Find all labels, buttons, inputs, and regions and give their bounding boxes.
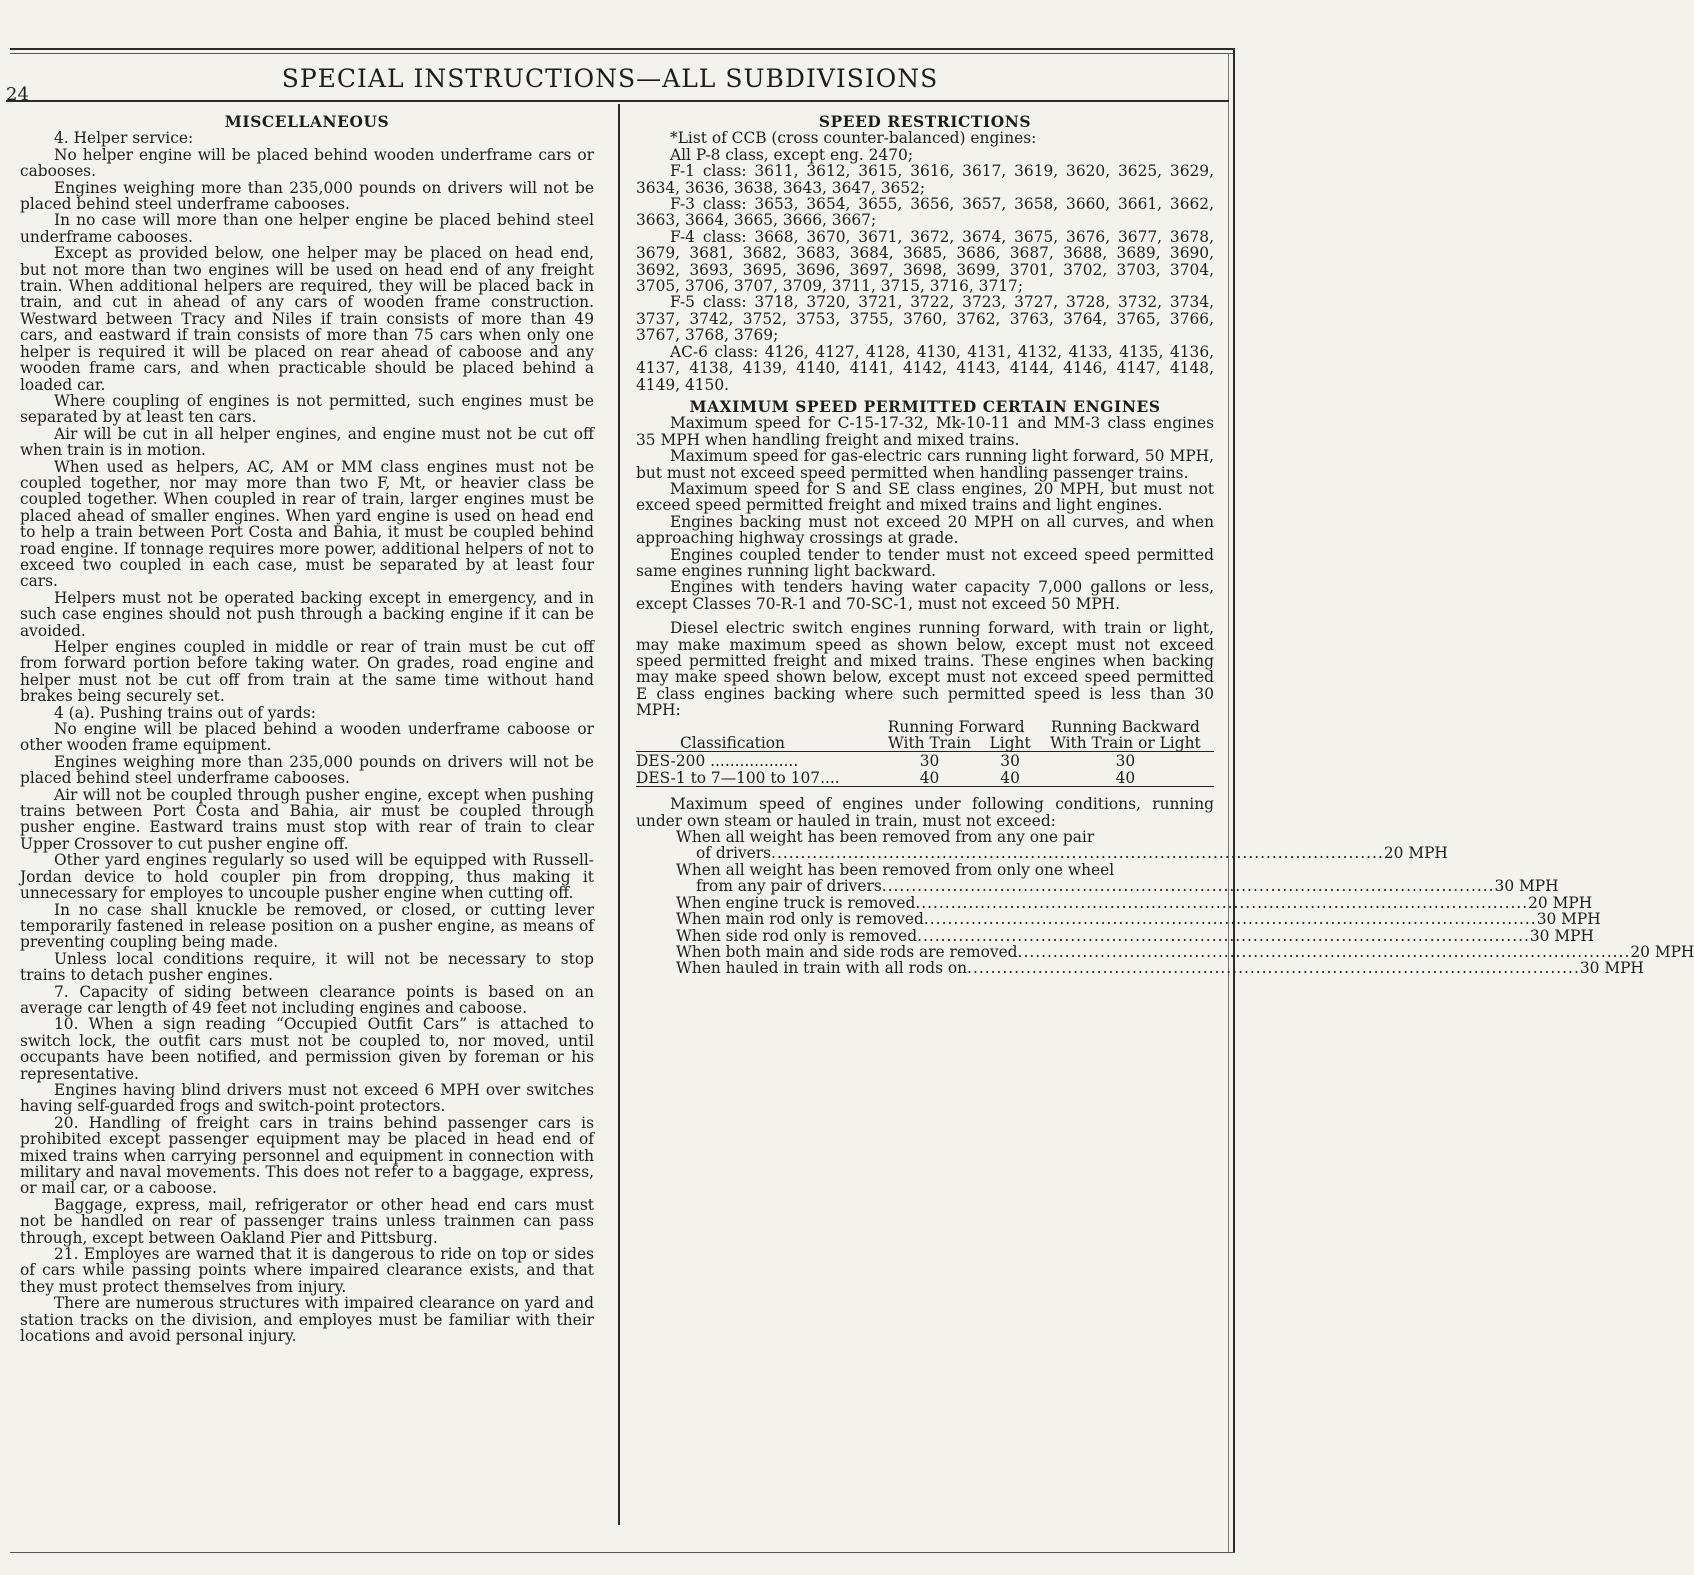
paragraph: Helpers must not be operated backing except in emergency, and in such case engines should not push through a backing engine if it can be avoided. xyxy=(20,588,594,640)
condition-line xyxy=(636,862,1214,878)
cell-light: 40 xyxy=(1000,768,1020,787)
table-row xyxy=(636,770,1214,787)
condition-text: When engine truck is removed xyxy=(676,893,916,912)
dot-leader: ........................................................................................................ xyxy=(881,877,1495,896)
condition-speed: 30 MPH xyxy=(1529,926,1594,945)
page-border-top xyxy=(10,48,1235,50)
page-border-bottom xyxy=(10,1552,1235,1553)
cell-classification: DES-200 .................. xyxy=(636,752,799,771)
condition-line xyxy=(636,829,1214,845)
page-number: 24 xyxy=(6,84,29,105)
dot-leader: ........................................................................................................ xyxy=(1017,942,1631,961)
condition-line xyxy=(636,959,1644,978)
condition-line xyxy=(636,877,1559,896)
condition-line xyxy=(636,926,1594,945)
paragraph: When used as helpers, AC, AM or MM class engines must not be coupled together, nor may more than two F, Mt, or heavier class be coupled together. When coupled in rear of train, larger engines must be placed ahead of smaller engines. When yard engine is used on head end to help a train between Port Costa and Bahia, it must be coupled behind road engine. If tonnage requires more power, additional helpers of not to exceed two coupled in each case, must be separated by at least four cars. xyxy=(20,457,594,591)
paragraph: No helper engine will be placed behind wooden underframe cars or cabooses. xyxy=(20,145,594,181)
paragraph: Maximum speed for C-15-17-32, Mk-10-11 and MM-3 class engines 35 MPH when handling freight and mixed trains. xyxy=(636,414,1214,449)
cell-classification: DES-1 to 7—100 to 107.... xyxy=(636,768,840,787)
paragraph: Except as provided below, one helper may be placed on head end, but not more than two engines will be used on head end of any freight train. When additional helpers are required, they will be placed back in train, and cut in ahead of any cars of wooden frame construction. Westward between Tracy and Niles if train consists of more than 49 cars, and eastward if train consists of more than 75 cars when only one helper is required it will be placed on rear ahead of caboose and any wooden frame cars, and when practicable should be placed behind a loaded car. xyxy=(20,244,594,394)
cell-with-train: 40 xyxy=(919,768,940,787)
paragraph: 7. Capacity of siding between clearance points is based on an average car length of 49 feet not including engines and caboose. xyxy=(20,982,594,1017)
page-border-right xyxy=(1233,48,1235,1553)
paragraph: Helper engines coupled in middle or rear of train must be cut off from forward portion before taking water. On grades, road engine and helper must not be cut off from train at the same time without hand brakes being securely set. xyxy=(20,638,594,706)
paragraph: In no case shall knuckle be removed, or closed, or cutting lever temporarily fastened in release position on a pusher engine, as means of preventing coupling being made. xyxy=(20,900,594,952)
header-running-forward: Running Forward xyxy=(887,717,1025,736)
ccb-list-f5: F-5 class: 3718, 3720, 3721, 3722, 3723, 3727, 3728, 3732, 3734, 3737, 3742, 3752, 3753, 3755, 3760, 3762, 3763, 3764, 3765, 3766, 3767, 3768, 3769; xyxy=(636,293,1214,345)
paragraph: Maximum speed for gas-electric cars running light forward, 50 MPH, but must not exceed speed permitted when handling passenger trains. xyxy=(636,447,1214,482)
paragraph: 21. Employes are warned that it is dangerous to ride on top or sides of cars while passing points where impaired clearance exists, and that they must protect themselves from injury. xyxy=(20,1245,594,1296)
diesel-speed-table xyxy=(636,719,1214,789)
header-with-train: With Train xyxy=(887,734,972,753)
paragraph: Engines with tenders having water capacity 7,000 gallons or less, except Classes 70-R-1 and 70-SC-1, must not exceed 50 MPH. xyxy=(636,578,1214,613)
cell-light: 30 xyxy=(1000,752,1020,771)
paragraph: Air will not be coupled through pusher engine, except when pushing trains between Port Costa and Bahia, air must be coupled through pusher engine. Eastward trains must stop with rear of train to clear Upper Crossover to cut pusher engine off. xyxy=(20,785,594,853)
condition-speed: 20 MPH xyxy=(1528,893,1593,912)
dot-leader: ........................................................................................................ xyxy=(917,926,1530,945)
paragraph: Maximum speed for S and SE class engines, 20 MPH, but must not exceed speed permitted freight and mixed trains and light engines. xyxy=(636,479,1214,515)
right-column xyxy=(636,110,1694,978)
paragraph: There are numerous structures with impaired clearance on yard and station tracks on the division, and employes must be familiar with their locations and avoid personal injury. xyxy=(20,1294,594,1346)
condition-text: When both main and side rods are removed xyxy=(676,942,1018,961)
paragraph: Engines coupled tender to tender must not exceed speed permitted same engines running light backward. xyxy=(636,545,1214,580)
table-row xyxy=(636,753,1214,769)
header-running-backward: Running Backward xyxy=(1050,717,1200,736)
condition-speed: 30 MPH xyxy=(1536,910,1601,929)
ccb-list-f1: F-1 class: 3611, 3612, 3615, 3616, 3617, 3619, 3620, 3625, 3629, 3634, 3636, 3638, 3643, 3647, 3652; xyxy=(636,162,1214,197)
header-light: Light xyxy=(989,734,1031,753)
ccb-intro: *List of CCB (cross counter-balanced) engines: xyxy=(670,129,1037,148)
conditions-intro: Maximum speed of engines under following conditions, running under own steam or hauled in train, must not exceed: xyxy=(636,795,1214,830)
paragraph: Baggage, express, mail, refrigerator or other head end cars must not be handled on rear of passenger trains unless trainmen can pass through, except between Oakland Pier and Pittsburg. xyxy=(20,1195,594,1247)
diesel-paragraph: Diesel electric switch engines running forward, with train or light, may make maximum speed as shown below, except must not exceed speed permitted freight and mixed trains. These engines when backing may make speed shown below, except must not exceed speed permitted E class engines backing where such permitted speed is less than 30 MPH: xyxy=(636,619,1214,720)
cell-with-train: 30 xyxy=(919,752,940,771)
dot-leader: ........................................................................................................ xyxy=(967,959,1580,978)
dot-leader: ........................................................................................................ xyxy=(923,910,1537,929)
header-rule xyxy=(6,100,1229,102)
section-heading-maximum-speed: MAXIMUM SPEED PERMITTED CERTAIN ENGINES xyxy=(689,397,1161,416)
condition-speed: 20 MPH xyxy=(1383,844,1448,863)
paragraph: 10. When a sign reading “Occupied Outfit Cars” is attached to switch lock, the outfit cars must not be coupled to, nor moved, until occupants have been notified, and permission given by foreman or his representative. xyxy=(20,1015,594,1083)
paragraph: Air will be cut in all helper engines, and engine must not be cut off when train is in motion. xyxy=(20,424,594,460)
paragraph: 4. Helper service: xyxy=(54,129,194,148)
column-divider xyxy=(618,104,620,1525)
condition-speed: 30 MPH xyxy=(1579,959,1644,978)
paragraph: In no case will more than one helper engine be placed behind steel underframe cabooses. xyxy=(20,211,594,246)
paragraph: Where coupling of engines is not permitted, such engines must be separated by at least ten cars. xyxy=(20,391,594,427)
condition-text: When main rod only is removed xyxy=(676,910,924,929)
header-classification: Classification xyxy=(680,734,785,753)
condition-line xyxy=(636,910,1601,929)
dot-leader: ........................................................................................................ xyxy=(771,844,1384,863)
paragraph: Engines weighing more than 235,000 pounds on drivers will not be placed behind steel underframe cabooses. xyxy=(20,752,594,788)
ccb-list-ac6: AC-6 class: 4126, 4127, 4128, 4130, 4131, 4132, 4133, 4135, 4136, 4137, 4138, 4139, 4140, 4141, 4142, 4143, 4144, 4146, 4147, 4148, 4149, 4150. xyxy=(636,342,1214,394)
paragraph: No engine will be placed behind a wooden underframe caboose or other wooden frame equipment. xyxy=(20,720,594,755)
condition-text: When side rod only is removed xyxy=(676,926,918,945)
section-heading-speed-restrictions: SPEED RESTRICTIONS xyxy=(818,113,1032,131)
paragraph: Engines weighing more than 235,000 pounds on drivers will not be placed behind steel underframe cabooses. xyxy=(20,178,594,214)
left-column xyxy=(20,110,594,1344)
condition-speed: 30 MPH xyxy=(1494,877,1559,896)
ccb-list-f4: F-4 class: 3668, 3670, 3671, 3672, 3674, 3675, 3676, 3677, 3678, 3679, 3681, 3682, 3683, 3684, 3685, 3686, 3687, 3688, 3689, 3690, 3692, 3693, 3695, 3696, 3697, 3698, 3699, 3701, 3702, 3703, 3704, 3705, 3706, 3707, 3709, 3711, 3715, 3716, 3717; xyxy=(636,227,1214,296)
cell-backward: 30 xyxy=(1115,752,1136,771)
paragraph: Unless local conditions require, it will not be necessary to stop trains to detach pusher engines. xyxy=(20,949,594,985)
condition-text: from any pair of drivers xyxy=(696,877,882,896)
paragraph: Engines having blind drivers must not exceed 6 MPH over switches having self-guarded frogs and switch-point protectors. xyxy=(20,1080,594,1116)
running-head: SPECIAL INSTRUCTIONS—ALL SUBDIVISIONS xyxy=(281,64,939,93)
condition-line xyxy=(636,844,1448,863)
section-heading-miscellaneous: MISCELLANEOUS xyxy=(224,113,390,131)
condition-text: When all weight has been removed from only one wheel xyxy=(676,860,1115,879)
condition-line xyxy=(636,893,1593,912)
paragraph: 4 (a). Pushing trains out of yards: xyxy=(54,703,316,722)
condition-text: When all weight has been removed from any one pair xyxy=(676,828,1095,847)
ccb-list-f3: F-3 class: 3653, 3654, 3655, 3656, 3657, 3658, 3660, 3661, 3662, 3663, 3664, 3665, 3666, 3667; xyxy=(636,195,1214,230)
condition-line xyxy=(636,942,1694,961)
paragraph: Engines backing must not exceed 20 MPH on all curves, and when approaching highway crossings at grade. xyxy=(636,512,1214,548)
paragraph: 20. Handling of freight cars in trains behind passenger cars is prohibited except passenger equipment may be placed in head end of mixed trains when carrying personnel and equipment in connection with military and naval movements. This does not refer to a baggage, express, or mail car, or a caboose. xyxy=(20,1113,594,1198)
cell-backward: 40 xyxy=(1115,768,1136,787)
condition-text: of drivers xyxy=(696,844,772,863)
condition-speed: 20 MPH xyxy=(1630,942,1694,961)
conditions-list xyxy=(636,828,1694,978)
paragraph: Other yard engines regularly so used will be equipped with Russell-Jordan device to hold coupler pin from dropping, thus making it unnecessary for employes to uncouple pusher engine when cutting off. xyxy=(20,851,594,903)
condition-text: When hauled in train with all rods on xyxy=(676,959,968,978)
page-border-right-inner xyxy=(1228,53,1229,1553)
dot-leader: ........................................................................................................ xyxy=(915,893,1529,912)
ccb-list-p8: All P-8 class, except eng. 2470; xyxy=(670,145,914,164)
header-with-train-or-light: With Train or Light xyxy=(1050,734,1201,753)
page-border-top-inner xyxy=(10,53,1235,54)
